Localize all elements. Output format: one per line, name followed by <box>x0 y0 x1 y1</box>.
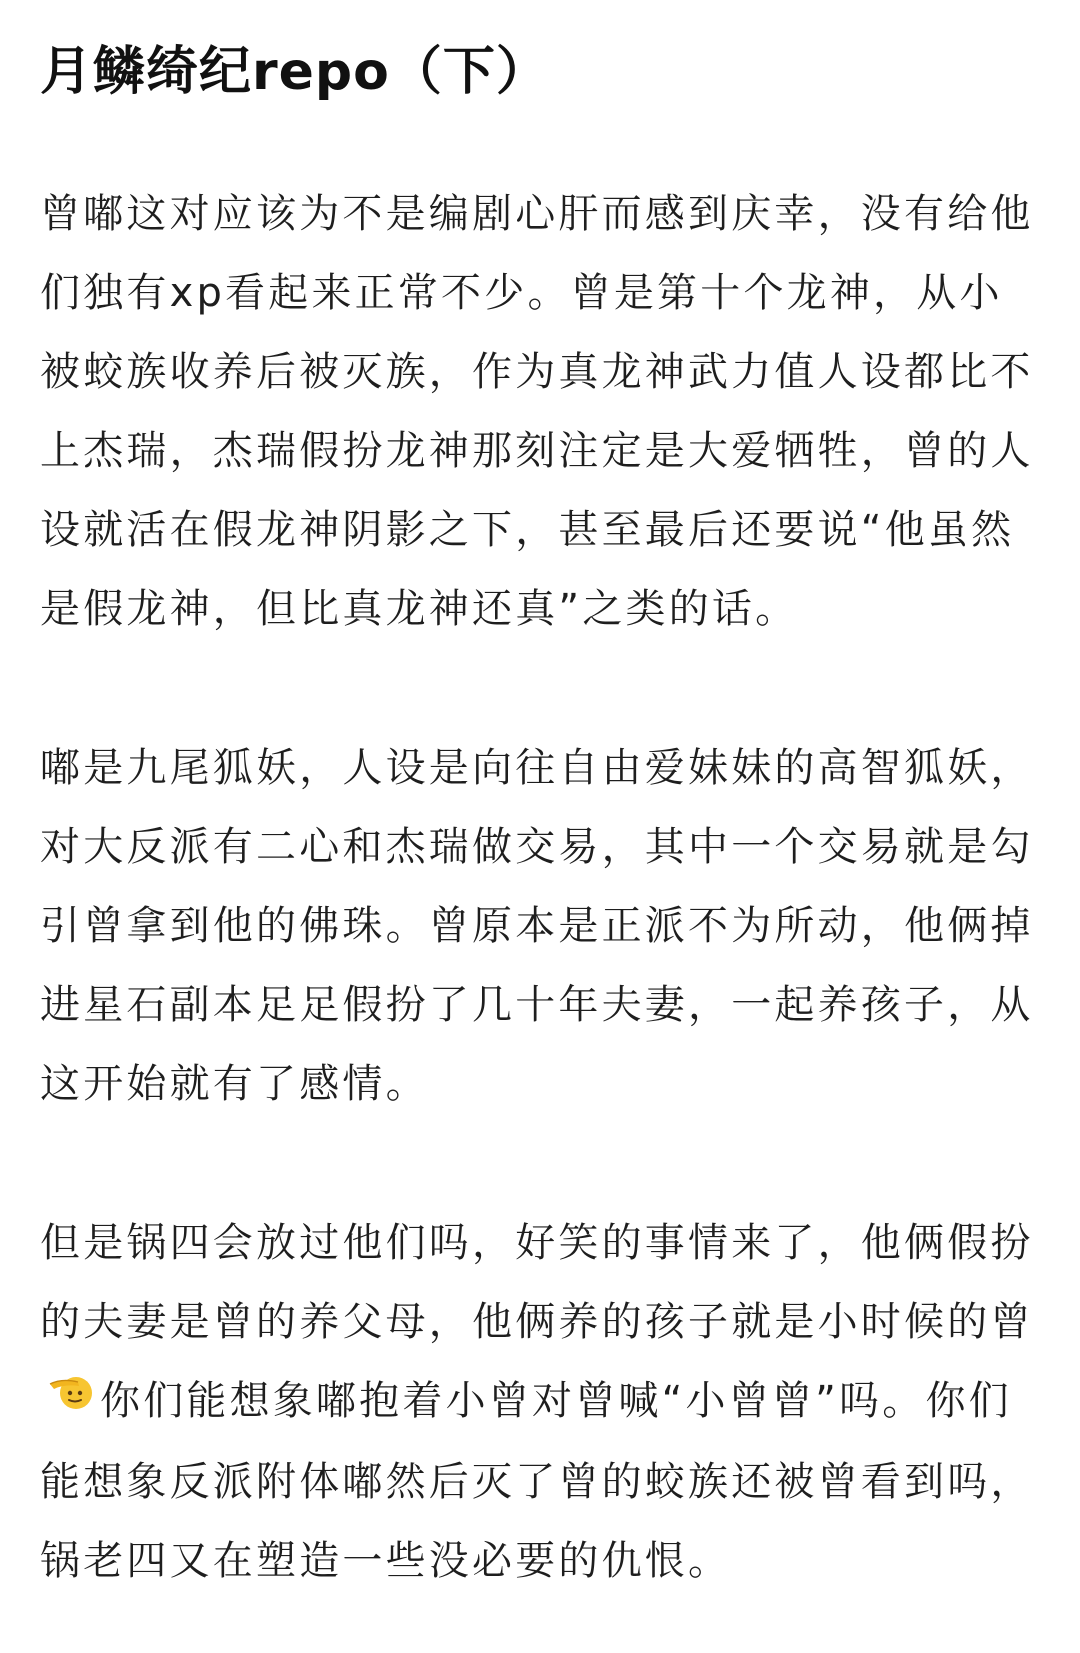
paragraph-2: 嘟是九尾狐妖，人设是向往自由爱妹妹的高智狐妖，对大反派有二心和杰瑞做交易，其中一个交易就是勾引曾拿到他的佛珠。曾原本是正派不为所动，他俩掉进星石副本足足假扮了几十年夫妻，一起养孩子，从这开始就有了感情。 <box>40 745 1034 1107</box>
paragraph-3 <box>40 1204 1040 1601</box>
paragraph-3-text-after-emoji: 你们能想象嘟抱着小曾对曾喊“小曾曾”吗。你们能想象反派附体嘟然后灭了曾的蛟族还被曾看到吗，锅老四又在塑造一些没必要的仇恨。 <box>40 1378 1034 1584</box>
post-title: 月鳞绮纪repo（下） <box>40 42 549 102</box>
paragraph-1: 曾嘟这对应该为不是编剧心肝而感到庆幸，没有给他们独有xp看起来正常不少。曾是第十个龙神，从小被蛟族收养后被灭族，作为真龙神武力值人设都比不上杰瑞，杰瑞假扮龙神那刻注定是大爱牺牲，曾的人设就活在假龙神阴影之下，甚至最后还要说“他虽然是假龙神，但比真龙神还真”之类的话。 <box>40 191 1034 632</box>
paragraph-3-text-before-emoji: 但是锅四会放过他们吗，好笑的事情来了，他俩假扮的夫妻是曾的养父母，他俩养的孩子就是小时候的曾 <box>40 1220 1034 1345</box>
saluting-face-emoji-icon <box>48 1360 94 1439</box>
